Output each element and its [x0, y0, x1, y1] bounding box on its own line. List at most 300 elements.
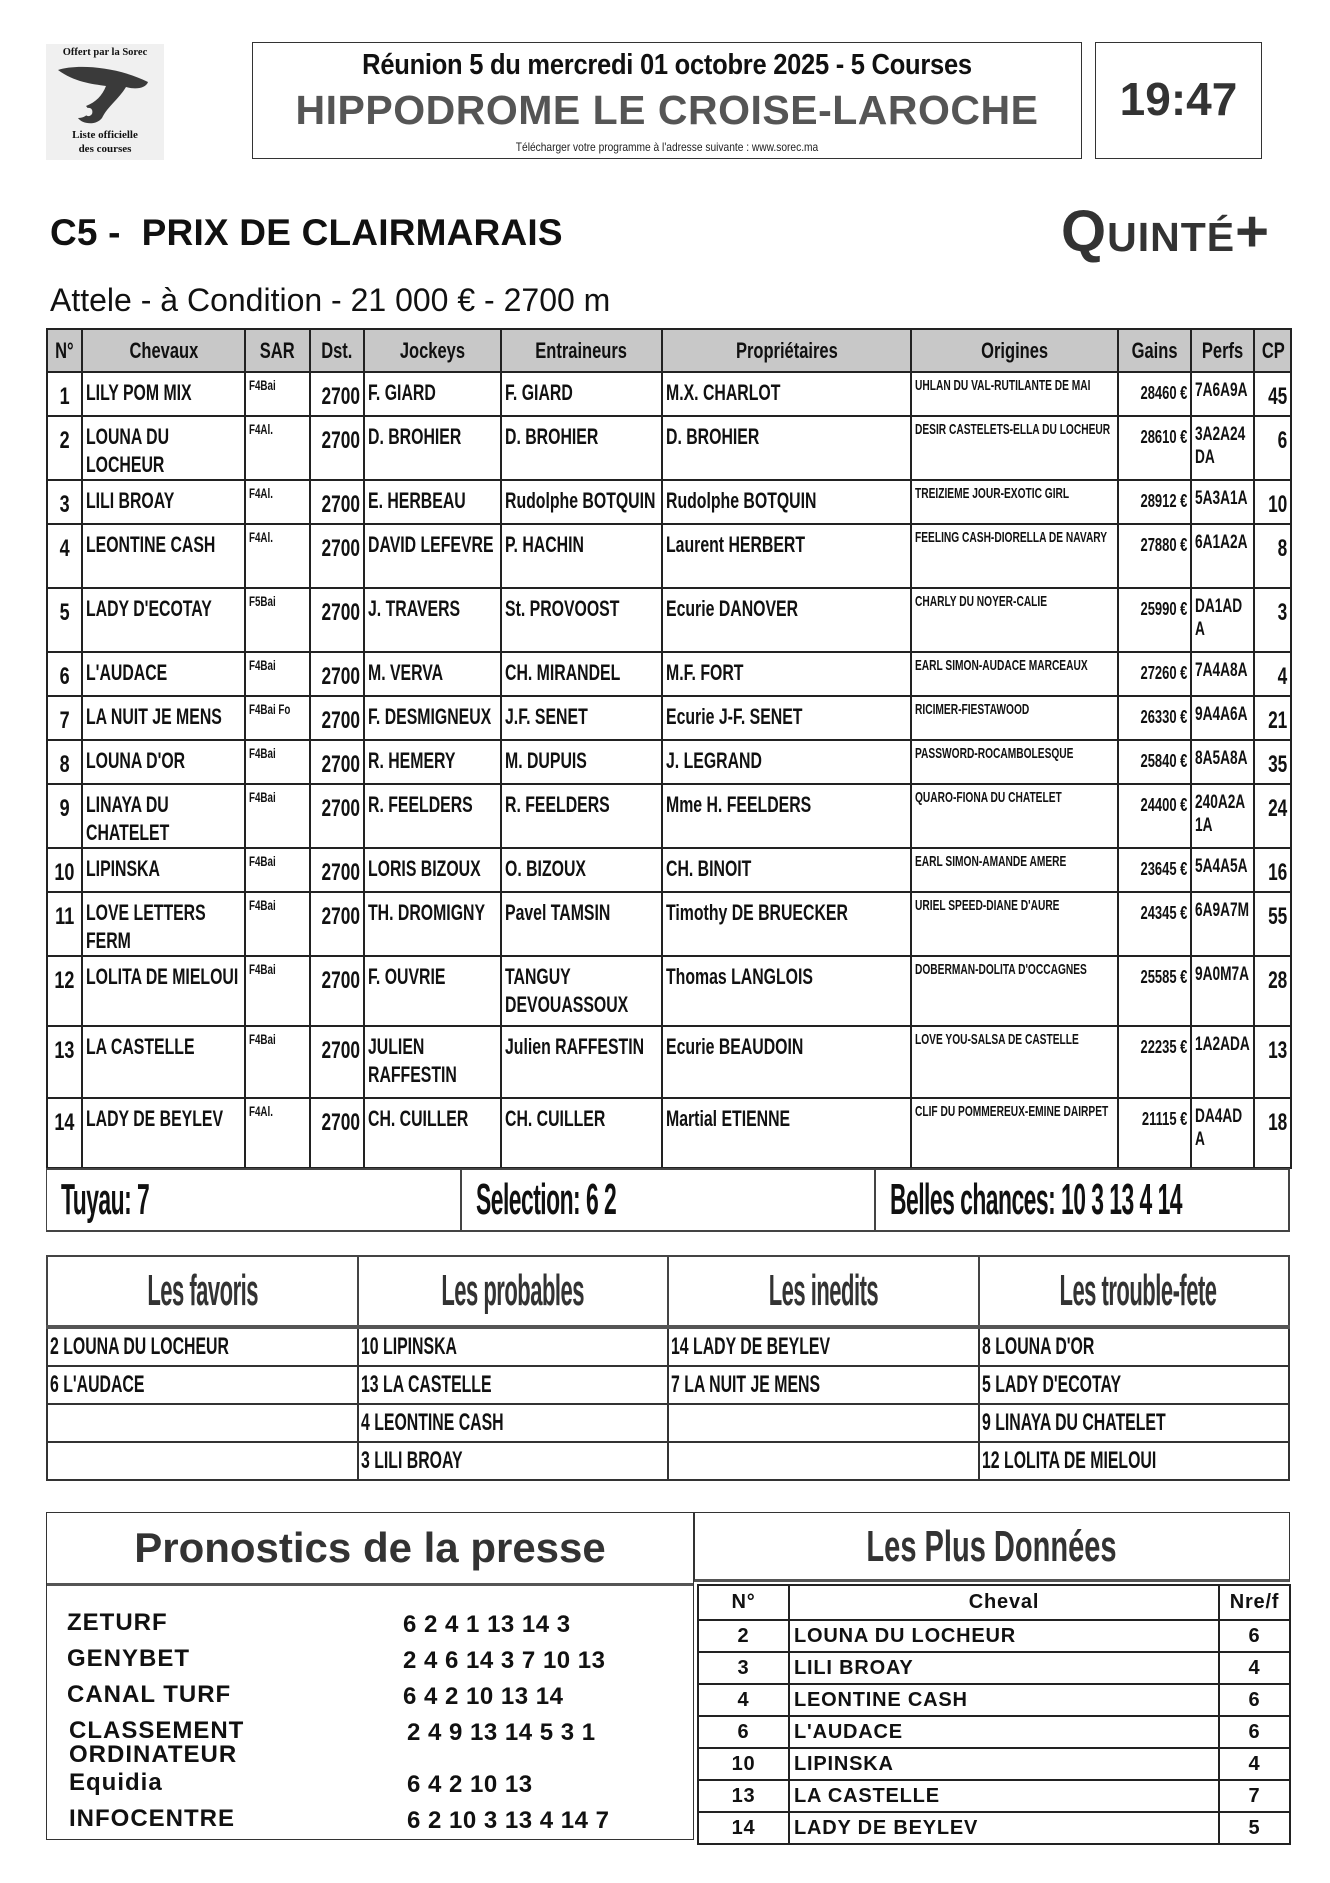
performances: 5A3A1A: [1195, 488, 1248, 509]
performances-cell: [1191, 696, 1254, 740]
runners-header-row: [47, 329, 1291, 372]
most-picked-title: Les Plus Données: [694, 1512, 1290, 1582]
runner-row: [47, 652, 1291, 696]
sex-age-coat: F4Al.: [249, 1103, 273, 1119]
runner-row: [47, 740, 1291, 784]
sex-age-coat: F4Bai: [249, 853, 276, 869]
press-picks: 6 4 2 10 13: [407, 1771, 533, 1798]
horse-number: 3: [698, 1652, 789, 1684]
origins-cell: [911, 524, 1118, 588]
horse-name: LILI BROAY: [789, 1652, 1219, 1684]
owner-name: Thomas LANGLOIS: [666, 964, 813, 989]
distance: 2700: [321, 751, 360, 778]
owner-name: Rudolphe BOTQUIN: [666, 488, 817, 513]
origins-cell: [911, 416, 1118, 480]
owner-name: CH. BINOIT: [666, 856, 752, 881]
horse-name: LOUNA D'OR: [86, 748, 186, 773]
runner-row: [47, 848, 1291, 892]
gains: 23645 €: [1140, 859, 1187, 879]
trainer-name: D. BROHIER: [505, 424, 599, 449]
origins-cell: [911, 956, 1118, 1026]
horse-name: LOLITA DE MIELOUI: [86, 964, 239, 989]
category-cell: [47, 1442, 358, 1480]
press-picks: 2 4 6 14 3 7 10 13: [403, 1647, 606, 1674]
runner-row: [47, 416, 1291, 480]
jockey-name: R. FEELDERS: [368, 792, 473, 817]
performances-cell: [1191, 892, 1254, 956]
trainer-name-cell: [501, 784, 662, 848]
jockey-name: F. DESMIGNEUX: [368, 704, 492, 729]
runner-number-cell: [47, 416, 82, 480]
horse-name: L'AUDACE: [789, 1716, 1219, 1748]
cote-probable: 35: [1267, 751, 1287, 778]
bet-type-badge: Quinté+: [1061, 199, 1270, 264]
category-header-trouble-fete: Les trouble-fete: [979, 1256, 1290, 1327]
origins-cell: [911, 848, 1118, 892]
horse-name: LA CASTELLE: [789, 1780, 1219, 1812]
category-row: [47, 1327, 1289, 1366]
pick-count: 4: [1219, 1748, 1290, 1780]
sex-age-coat: F4Bai: [249, 377, 276, 393]
origins: LOVE YOU-SALSA DE CASTELLE: [915, 1031, 1079, 1048]
runner-number-cell: [47, 956, 82, 1026]
col-header-perfs: Perfs: [1191, 329, 1254, 372]
trainer-name: St. PROVOOST: [505, 596, 620, 621]
jockey-name: E. HERBEAU: [368, 488, 466, 513]
performances: 9A0M7A: [1195, 964, 1249, 985]
trainer-name: R. FEELDERS: [505, 792, 610, 817]
most-picked-row: [698, 1748, 1290, 1780]
horse-number: 6: [698, 1716, 789, 1748]
jockey-name: F. OUVRIE: [368, 964, 446, 989]
category-cell: [979, 1327, 1290, 1366]
horse-name-cell: [82, 652, 245, 696]
gains: 25990 €: [1140, 599, 1187, 619]
trainer-name-cell: [501, 416, 662, 480]
trainer-name: F. GIARD: [505, 380, 573, 405]
category-cell: [358, 1404, 669, 1442]
col-header-owner: Propriétaires: [662, 329, 911, 372]
sex-age-coat: F4Bai: [249, 897, 276, 913]
horse-name: LADY D'ECOTAY: [86, 596, 212, 621]
col-header-num: N°: [698, 1585, 789, 1620]
trainer-name-cell: [501, 588, 662, 652]
runner-number: 12: [54, 967, 75, 994]
performances: 6A9A7M: [1195, 900, 1249, 921]
runner-number-cell: [47, 588, 82, 652]
runner-row: [47, 524, 1291, 588]
performances: 240A2A 1A: [1195, 792, 1245, 836]
most-picked-row: [698, 1620, 1290, 1652]
press-source: GENYBET: [67, 1645, 191, 1672]
meeting-header: [252, 42, 1082, 159]
horse-name: LOUNA DU LOCHEUR: [86, 424, 170, 477]
runner-number: 1: [59, 383, 70, 410]
horse-name-cell: [82, 892, 245, 956]
jockey-name-cell: [364, 652, 501, 696]
cote-probable-cell: [1254, 956, 1291, 1026]
gains-cell: [1118, 696, 1191, 740]
performances: 6A1A2A: [1195, 532, 1248, 553]
origins-cell: [911, 1098, 1118, 1168]
cote-probable-cell: [1254, 784, 1291, 848]
gains: 28460 €: [1140, 383, 1187, 403]
gains: 27260 €: [1140, 663, 1187, 683]
distance: 2700: [321, 383, 360, 410]
sex-age-coat-cell: [245, 588, 310, 652]
horse-name-cell: [82, 1098, 245, 1168]
owner-name: D. BROHIER: [666, 424, 760, 449]
horse-name-cell: [82, 416, 245, 480]
sex-age-coat-cell: [245, 1026, 310, 1098]
performances-cell: [1191, 416, 1254, 480]
trainer-name: TANGUY DEVOUASSOUX: [505, 964, 629, 1017]
horse-name-cell: [82, 956, 245, 1026]
gains-cell: [1118, 1098, 1191, 1168]
distance: 2700: [321, 491, 360, 518]
origins: UHLAN DU VAL-RUTILANTE DE MAI: [915, 377, 1091, 394]
runner-number-cell: [47, 652, 82, 696]
horse-name: LIPINSKA: [789, 1748, 1219, 1780]
sex-age-coat: F4Al.: [249, 421, 273, 437]
jockey-name: CH. CUILLER: [368, 1106, 469, 1131]
category-entry: 13 LA CASTELLE: [360, 1371, 492, 1398]
owner-name-cell: [662, 784, 911, 848]
meeting-info: Réunion 5 du mercredi 01 octobre 2025 - 5 Courses: [362, 49, 972, 81]
press-picks: 6 4 2 10 13 14: [403, 1683, 564, 1710]
col-header-num: N°: [47, 329, 82, 372]
category-entry: 6 L'AUDACE: [50, 1371, 145, 1398]
cote-probable-cell: [1254, 740, 1291, 784]
gains: 24400 €: [1140, 795, 1187, 815]
tuyau-text: Tuyau: 7: [61, 1175, 150, 1224]
jockey-name-cell: [364, 416, 501, 480]
col-header-cp: CP: [1254, 329, 1291, 372]
horse-name-cell: [82, 848, 245, 892]
origins: TREIZIEME JOUR-EXOTIC GIRL: [915, 485, 1070, 502]
runner-row: [47, 892, 1291, 956]
cote-probable: 45: [1267, 383, 1287, 410]
category-row: [47, 1404, 1289, 1442]
sorec-logo: [46, 44, 164, 160]
category-header-inedits: Les inedits: [668, 1256, 979, 1327]
jockey-name: F. GIARD: [368, 380, 436, 405]
category-cell: [358, 1442, 669, 1480]
runner-number: 3: [59, 491, 70, 518]
cote-probable: 3: [1277, 599, 1287, 626]
jockey-name-cell: [364, 588, 501, 652]
performances-cell: [1191, 588, 1254, 652]
performances: 9A4A6A: [1195, 704, 1248, 725]
cote-probable-cell: [1254, 652, 1291, 696]
horse-name-cell: [82, 372, 245, 416]
performances-cell: [1191, 956, 1254, 1026]
categories-table: [46, 1255, 1290, 1481]
performances: 7A6A9A: [1195, 380, 1248, 401]
jockey-name-cell: [364, 956, 501, 1026]
runners-table: [46, 328, 1292, 1169]
distance-cell: [310, 480, 364, 524]
cote-probable-cell: [1254, 1026, 1291, 1098]
owner-name-cell: [662, 892, 911, 956]
tips-bar: [46, 1168, 1290, 1232]
runner-row: [47, 480, 1291, 524]
trainer-name-cell: [501, 740, 662, 784]
origins: PASSWORD-ROCAMBOLESQUE: [915, 745, 1074, 762]
distance-cell: [310, 1098, 364, 1168]
sex-age-coat-cell: [245, 784, 310, 848]
category-cell: [668, 1442, 979, 1480]
jockey-name-cell: [364, 524, 501, 588]
category-cell: [358, 1366, 669, 1404]
press-source: CANAL TURF: [67, 1681, 232, 1708]
trainer-name: J.F. SENET: [505, 704, 588, 729]
category-cell: [668, 1366, 979, 1404]
gains-cell: [1118, 784, 1191, 848]
sex-age-coat-cell: [245, 416, 310, 480]
performances: 1A2ADA: [1195, 1034, 1250, 1055]
sex-age-coat-cell: [245, 696, 310, 740]
trainer-name-cell: [501, 892, 662, 956]
performances: 7A4A8A: [1195, 660, 1248, 681]
cote-probable-cell: [1254, 588, 1291, 652]
press-picks: 2 4 9 13 14 5 3 1: [407, 1719, 596, 1746]
pick-count: 6: [1219, 1620, 1290, 1652]
selection-text: Selection: 6 2: [475, 1175, 616, 1224]
logo-bottom-text: [46, 128, 164, 156]
distance: 2700: [321, 859, 360, 886]
trainer-name: Julien RAFFESTIN: [505, 1034, 645, 1059]
category-cell: [47, 1366, 358, 1404]
performances-cell: [1191, 740, 1254, 784]
runner-row: [47, 696, 1291, 740]
trainer-name-cell: [501, 1098, 662, 1168]
runner-number: 11: [54, 903, 75, 930]
trainer-name-cell: [501, 956, 662, 1026]
category-entry: 8 LOUNA D'OR: [981, 1333, 1094, 1360]
cote-probable-cell: [1254, 696, 1291, 740]
gains: 25585 €: [1140, 967, 1187, 987]
trainer-name: M. DUPUIS: [505, 748, 587, 773]
jockey-name: DAVID LEFEVRE: [368, 532, 494, 557]
cote-probable: 55: [1267, 903, 1287, 930]
category-cell: [358, 1327, 669, 1366]
race-title: C5 - PRIX DE CLAIRMARAIS: [50, 212, 563, 253]
owner-name: Timothy DE BRUECKER: [666, 900, 848, 925]
distance: 2700: [321, 1109, 360, 1136]
runner-number: 6: [59, 663, 70, 690]
horse-number: 2: [698, 1620, 789, 1652]
selection-cell: [461, 1169, 875, 1231]
performances: 8A5A8A: [1195, 748, 1248, 769]
sex-age-coat-cell: [245, 848, 310, 892]
horse-name: LADY DE BEYLEV: [86, 1106, 224, 1131]
category-cell: [668, 1404, 979, 1442]
col-header-cheval: Cheval: [789, 1585, 1219, 1620]
owner-name: M.F. FORT: [666, 660, 744, 685]
runner-number-cell: [47, 1098, 82, 1168]
press-title: Pronostics de la presse: [47, 1513, 693, 1586]
owner-name: Ecurie J-F. SENET: [666, 704, 803, 729]
col-header-count: Nre/f: [1219, 1585, 1290, 1620]
distance: 2700: [321, 599, 360, 626]
trainer-name: CH. CUILLER: [505, 1106, 606, 1131]
origins: DESIR CASTELETS-ELLA DU LOCHEUR: [915, 421, 1111, 438]
sex-age-coat: F4Al.: [249, 485, 273, 501]
runner-row: [47, 1098, 1291, 1168]
jockey-name-cell: [364, 1098, 501, 1168]
trainer-name-cell: [501, 848, 662, 892]
cote-probable: 8: [1277, 535, 1287, 562]
cote-probable: 13: [1267, 1037, 1287, 1064]
origins-cell: [911, 740, 1118, 784]
origins: EARL SIMON-AUDACE MARCEAUX: [915, 657, 1088, 674]
sex-age-coat-cell: [245, 652, 310, 696]
origins: DOBERMAN-DOLITA D'OCCAGNES: [915, 961, 1087, 978]
category-entry: 7 LA NUIT JE MENS: [671, 1371, 821, 1398]
cote-probable-cell: [1254, 1098, 1291, 1168]
performances-cell: [1191, 848, 1254, 892]
pick-count: 7: [1219, 1780, 1290, 1812]
distance-cell: [310, 1026, 364, 1098]
owner-name: J. LEGRAND: [666, 748, 762, 773]
category-cell: [668, 1327, 979, 1366]
horse-name: LINAYA DU CHATELET: [86, 792, 170, 845]
venue-name: HIPPODROME LE CROISE-LAROCHE: [295, 87, 1039, 133]
jockey-name: TH. DROMIGNY: [368, 900, 486, 925]
runner-number-cell: [47, 892, 82, 956]
runner-number: 14: [54, 1109, 75, 1136]
origins-cell: [911, 1026, 1118, 1098]
distance-cell: [310, 784, 364, 848]
owner-name-cell: [662, 696, 911, 740]
trainer-name: Rudolphe BOTQUIN: [505, 488, 656, 513]
runner-number-cell: [47, 1026, 82, 1098]
origins: QUARO-FIONA DU CHATELET: [915, 789, 1062, 806]
distance: 2700: [321, 663, 360, 690]
jockey-name: D. BROHIER: [368, 424, 462, 449]
jockey-name-cell: [364, 696, 501, 740]
category-header-favoris: Les favoris: [47, 1256, 358, 1327]
runner-row: [47, 784, 1291, 848]
sex-age-coat-cell: [245, 372, 310, 416]
horse-name: LEONTINE CASH: [789, 1684, 1219, 1716]
owner-name: Mme H. FEELDERS: [666, 792, 812, 817]
distance: 2700: [321, 1037, 360, 1064]
owner-name: Martial ETIENNE: [666, 1106, 791, 1131]
gains-cell: [1118, 416, 1191, 480]
logo-top-text: Offert par la Sorec: [62, 47, 148, 58]
trainer-name-cell: [501, 480, 662, 524]
owner-name-cell: [662, 372, 911, 416]
gains: 27880 €: [1140, 535, 1187, 555]
trainer-name: CH. MIRANDEL: [505, 660, 621, 685]
cote-probable: 4: [1277, 663, 1287, 690]
cote-probable: 18: [1267, 1109, 1287, 1136]
runner-number: 8: [59, 751, 70, 778]
cote-probable: 28: [1267, 967, 1287, 994]
distance-cell: [310, 892, 364, 956]
col-header-gains: Gains: [1118, 329, 1191, 372]
cote-probable: 16: [1267, 859, 1287, 886]
runner-number-cell: [47, 784, 82, 848]
gains-cell: [1118, 372, 1191, 416]
gains: 28912 €: [1140, 491, 1187, 511]
performances-cell: [1191, 480, 1254, 524]
horse-name: LEONTINE CASH: [86, 532, 216, 557]
trainer-name-cell: [501, 652, 662, 696]
press-source: INFOCENTRE: [69, 1805, 235, 1832]
pick-count: 6: [1219, 1716, 1290, 1748]
most-picked-row: [698, 1780, 1290, 1812]
runner-row: [47, 588, 1291, 652]
owner-name-cell: [662, 848, 911, 892]
distance-cell: [310, 848, 364, 892]
owner-name: Laurent HERBERT: [666, 532, 806, 557]
horse-name: LADY DE BEYLEV: [789, 1812, 1219, 1844]
horse-name: LA NUIT JE MENS: [86, 704, 222, 729]
gains-cell: [1118, 524, 1191, 588]
gains-cell: [1118, 1026, 1191, 1098]
runner-number-cell: [47, 696, 82, 740]
runner-number: 9: [59, 795, 70, 822]
distance: 2700: [321, 427, 360, 454]
pick-count: 6: [1219, 1684, 1290, 1716]
origins: RICIMER-FIESTAWOOD: [915, 701, 1030, 718]
gains-cell: [1118, 652, 1191, 696]
origins: CHARLY DU NOYER-CALIE: [915, 593, 1048, 610]
gains-cell: [1118, 588, 1191, 652]
runner-number: 10: [54, 859, 75, 886]
logo-bottom-text-1: Liste officielle: [72, 129, 138, 141]
sex-age-coat: F4Bai: [249, 961, 276, 977]
horse-name: LIPINSKA: [86, 856, 160, 881]
distance: 2700: [321, 967, 360, 994]
gains-cell: [1118, 892, 1191, 956]
distance-cell: [310, 956, 364, 1026]
col-header-sar: SAR: [245, 329, 310, 372]
most-picked-table: [697, 1584, 1291, 1845]
distance-cell: [310, 652, 364, 696]
jockey-name-cell: [364, 480, 501, 524]
gains-cell: [1118, 740, 1191, 784]
categories-header-row: [47, 1256, 1289, 1327]
runner-number: 7: [59, 707, 70, 734]
runner-number: 2: [59, 427, 70, 454]
gains-cell: [1118, 848, 1191, 892]
logo-bottom-text-2: des courses: [78, 143, 132, 155]
race-conditions: Attele - à Condition - 21 000 € - 2700 m: [50, 282, 611, 318]
owner-name-cell: [662, 740, 911, 784]
sex-age-coat-cell: [245, 956, 310, 1026]
horse-name-cell: [82, 696, 245, 740]
belles-chances-cell: [875, 1169, 1289, 1231]
jockey-name: R. HEMERY: [368, 748, 456, 773]
performances-cell: [1191, 652, 1254, 696]
jockey-name: J. TRAVERS: [368, 596, 461, 621]
jockey-name-cell: [364, 892, 501, 956]
category-header-probables: Les probables: [358, 1256, 669, 1327]
jockey-name: M. VERVA: [368, 660, 444, 685]
cote-probable-cell: [1254, 416, 1291, 480]
performances-cell: [1191, 1098, 1254, 1168]
gains: 26330 €: [1140, 707, 1187, 727]
cote-probable-cell: [1254, 480, 1291, 524]
origins-cell: [911, 892, 1118, 956]
category-entry: 2 LOUNA DU LOCHEUR: [50, 1333, 229, 1360]
col-header-horse: Chevaux: [82, 329, 245, 372]
tuyau-cell: [47, 1169, 461, 1231]
